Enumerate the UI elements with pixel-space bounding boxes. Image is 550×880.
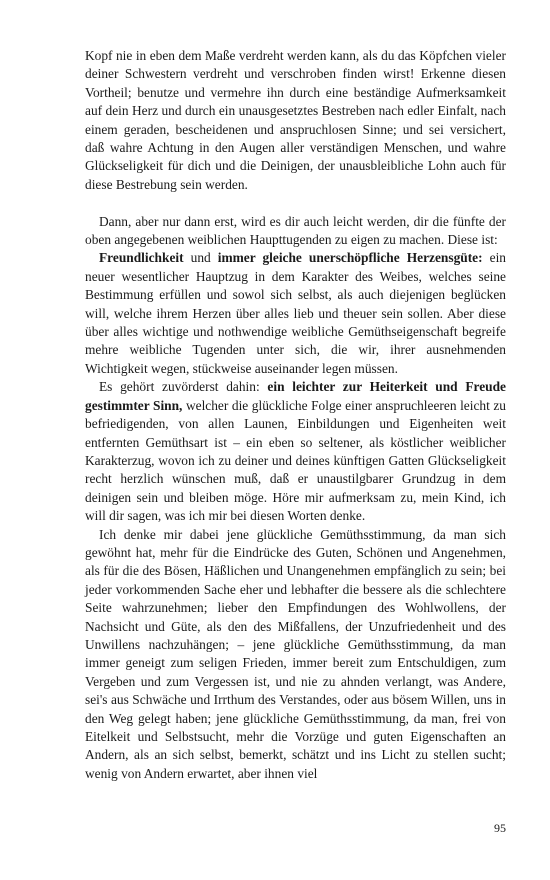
bold-term: ein leichter zur Heiterkeit und Freude gestimmter Sinn, [85, 379, 506, 413]
text-run: Es gehört zuvörderst dahin: [99, 379, 268, 395]
paragraph: Ich denke mir dabei jene glückliche Gemüthsstimmung, da man sich gewöhnt hat, mehr für die Eindrücke des Guten, Schönen und Angenehmen, als für die des Bösen, Häßlichen und Unangenehmen empfänglich zu sein; bei jeder vorkommenden Sache eher und lebhafter die bessere als die schlechtere Seite wahrzunehmen; lieber den Empfindungen des Wohlwollens, der Nachsicht und Güte, als den des Mißfallens, der Unzufriedenheit und des Unwillens nachzuhängen; – jene glückliche Gemüthsstimmung, da man immer geneigt zum seligen Frieden, immer bereit zum Entschuldigen, zum Vergeben und zum Vergessen ist, und nie zu ahnden verlangt, was Andere, sei's aus Schwäche und Irrthum des Verstandes, oder aus bösem Willen, uns in den Weg gelegt haben; jene glückliche Gemüthsstimmung, da man, frei von Eitelkeit und Selbstsucht, mehr die Vorzüge und guten Eigenschaften an Andern, als an sich selbst, bemerkt, schätzt und ins Licht zu stellen sucht; wenig von Andern erwartet, aber ihnen viel [85, 526, 506, 781]
text-run: und [183, 250, 218, 266]
text-run: welcher die glückliche Folge einer anspruchleeren leicht zu befriedigenden, von allen Launen, Einbildungen und Eigenheiten weit entfernten Gemüthsart ist – ein eben so seltener, als köstlicher weiblicher Karakterzug, wovon ich zu deiner und deines künftigen Gatten Glückseligkeit recht herzlich wünschen muß, daß er unaustilgbarer Grundzug in dem deinigen sein und bleiben möge. Höre mir aufmerksam zu, mein Kind, ich will dir sagen, was ich mir bei diesen Worten denke. [85, 397, 506, 524]
page-number: 95 [494, 821, 506, 835]
paragraph-gap [85, 194, 506, 212]
paragraph [85, 378, 506, 525]
paragraph: Dann, aber nur dann erst, wird es dir auch leicht werden, dir die fünfte der oben angegebenen weiblichen Haupttugenden zu eigen zu machen. Diese ist: [85, 213, 506, 248]
bold-term: Freundlichkeit [99, 250, 184, 266]
body-text [85, 47, 506, 783]
paragraph: Kopf nie in eben dem Maße verdreht werden kann, als du das Köpfchen vieler deiner Schwestern verdreht und verschroben finden wirst! Erkenne diesen Vortheil; benutze und vermehre ihn durch eine beständige Aufmerksamkeit auf dein Herz und durch ein unausgesetztes Bestreben nach edler Einfalt, nach einem geraden, bescheidenen und anspruchlosen Sinne; und sei versichert, daß wahre Achtung in den Augen aller verständigen Menschen, und wahre Glückseligkeit für dich und die Deinigen, der unausbleibliche Lohn auch für diese Bestrebung sein werden. [85, 48, 506, 192]
text-run: ein neuer wesentlicher Hauptzug in dem Karakter des Weibes, welches seine Bestimmung erfüllen und sowol sich selbst, als auch diejenigen beglücken will, welche ihrem Herzen über alles lieb und theuer sein sollen. Aber diese über alles wichtige und nothwendige weibliche Gemüthseigenschaft begreife mehre weibliche Tugenden unter sich, die wir, ihrer ausnehmenden Wichtigkeit wegen, stückweise auseinander legen müssen. [85, 250, 506, 376]
paragraph [85, 249, 506, 378]
bold-term: immer gleiche unerschöpfliche Herzensgüte: [217, 250, 483, 266]
